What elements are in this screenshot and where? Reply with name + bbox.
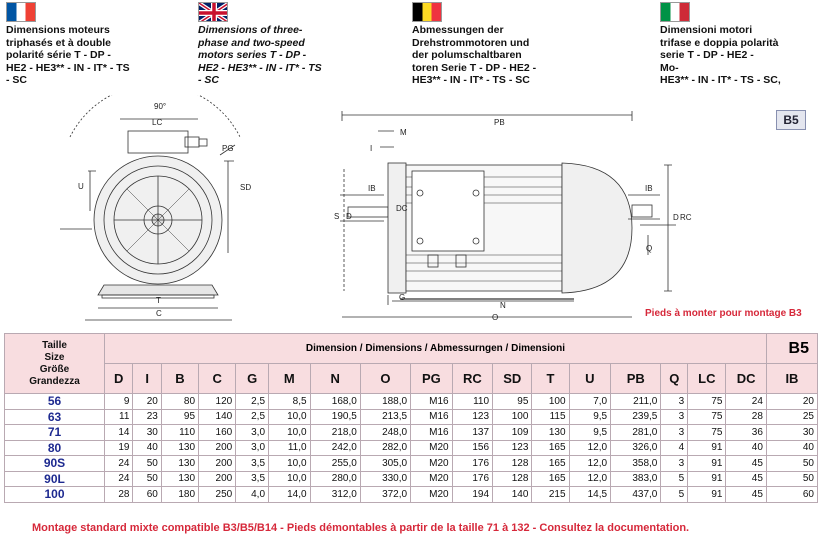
cell-lc: 75 [688, 425, 726, 441]
cell-sd: 100 [493, 409, 532, 425]
cell-b: 130 [161, 471, 198, 487]
column-header-q: Q [661, 364, 688, 394]
cell-t: 165 [532, 440, 569, 456]
lang-block-it [660, 2, 821, 87]
cell-dc: 40 [726, 440, 766, 456]
cell-q: 5 [661, 471, 688, 487]
cell-u: 9,5 [569, 409, 611, 425]
france-flag-icon [6, 2, 36, 22]
cell-g: 2,5 [236, 394, 269, 410]
column-header-pg: PG [411, 364, 453, 394]
label-pb: PB [494, 118, 505, 127]
cell-lc: 91 [688, 487, 726, 503]
cell-ib: 50 [766, 471, 817, 487]
cell-b: 80 [161, 394, 198, 410]
row-size: 71 [5, 425, 105, 441]
table-title: Dimension / Dimensions / Abmessurngen / Dimensioni [105, 334, 767, 364]
cell-pg: M16 [411, 425, 453, 441]
label-i: I [370, 144, 373, 153]
row-size: 100 [5, 487, 105, 503]
cell-t: 215 [532, 487, 569, 503]
cell-sd: 95 [493, 394, 532, 410]
row-size: 80 [5, 440, 105, 456]
column-header-c: C [199, 364, 236, 394]
cell-m: 10,0 [269, 471, 311, 487]
column-header-n: N [310, 364, 360, 394]
row-size: 90S [5, 456, 105, 472]
label-rc: RC [680, 213, 692, 222]
label-sd: SD [240, 183, 252, 192]
column-header-ib: IB [766, 364, 817, 394]
cell-n: 312,0 [310, 487, 360, 503]
label-s: S [334, 212, 340, 221]
lang-block-de [412, 2, 612, 87]
cell-m: 10,0 [269, 456, 311, 472]
label-g: G [399, 293, 406, 302]
label-u: U [78, 182, 84, 191]
cell-o: 248,0 [360, 425, 410, 441]
dimension-table [4, 333, 818, 503]
cell-rc: 156 [452, 440, 492, 456]
cell-pg: M20 [411, 456, 453, 472]
cell-u: 12,0 [569, 471, 611, 487]
front-view [60, 95, 240, 320]
belgium-flag-icon [412, 2, 442, 22]
column-header-i: I [133, 364, 161, 394]
cell-i: 50 [133, 471, 161, 487]
cell-n: 242,0 [310, 440, 360, 456]
cell-d: 14 [105, 425, 133, 441]
column-header-dc: DC [726, 364, 766, 394]
side-view [340, 111, 676, 317]
label-m: M [400, 128, 407, 137]
label-d-right: D [673, 213, 679, 222]
table-row [5, 425, 818, 441]
cell-dc: 45 [726, 456, 766, 472]
cell-pb: 358,0 [611, 456, 661, 472]
label-ib-left: IB [368, 184, 376, 193]
cell-q: 3 [661, 456, 688, 472]
label-ib-right: IB [645, 184, 653, 193]
cell-t: 165 [532, 471, 569, 487]
column-header-t: T [532, 364, 569, 394]
cell-rc: 110 [452, 394, 492, 410]
cell-d: 24 [105, 471, 133, 487]
cell-b: 95 [161, 409, 198, 425]
cell-d: 11 [105, 409, 133, 425]
table-row [5, 440, 818, 456]
cell-sd: 140 [493, 487, 532, 503]
cell-lc: 75 [688, 394, 726, 410]
cell-t: 130 [532, 425, 569, 441]
label-dc: DC [396, 204, 408, 213]
column-header-row [5, 364, 818, 394]
row-size: 90L [5, 471, 105, 487]
cell-c: 200 [199, 440, 236, 456]
cell-c: 140 [199, 409, 236, 425]
lang-text-it: Dimensioni motori trifase e doppia polarità serie T - DP - HE2 - Mo- HE3** - IN - IT* - TS - SC, [660, 24, 781, 86]
cell-pb: 211,0 [611, 394, 661, 410]
lang-block-fr [6, 2, 206, 87]
label-n: N [500, 301, 506, 310]
cell-i: 20 [133, 394, 161, 410]
cell-sd: 128 [493, 471, 532, 487]
cell-pg: M16 [411, 394, 453, 410]
cell-lc: 91 [688, 440, 726, 456]
uk-flag-icon [198, 2, 228, 22]
cell-u: 12,0 [569, 440, 611, 456]
cell-ib: 60 [766, 487, 817, 503]
column-header-rc: RC [452, 364, 492, 394]
label-d-left: D [346, 212, 352, 221]
row-size: 56 [5, 394, 105, 410]
cell-o: 188,0 [360, 394, 410, 410]
cell-g: 4,0 [236, 487, 269, 503]
italy-flag-icon [660, 2, 690, 22]
cell-o: 213,5 [360, 409, 410, 425]
cell-sd: 128 [493, 456, 532, 472]
cell-q: 4 [661, 440, 688, 456]
cell-rc: 176 [452, 456, 492, 472]
cell-pg: M20 [411, 487, 453, 503]
label-c: C [156, 309, 162, 318]
cell-c: 200 [199, 456, 236, 472]
cell-pb: 326,0 [611, 440, 661, 456]
column-header-b: B [161, 364, 198, 394]
cell-i: 30 [133, 425, 161, 441]
cell-i: 50 [133, 456, 161, 472]
cell-n: 280,0 [310, 471, 360, 487]
cell-c: 250 [199, 487, 236, 503]
cell-pb: 281,0 [611, 425, 661, 441]
column-header-sd: SD [493, 364, 532, 394]
lang-block-en [198, 2, 398, 87]
cell-d: 24 [105, 456, 133, 472]
cell-pg: M20 [411, 471, 453, 487]
cell-u: 9,5 [569, 425, 611, 441]
column-header-m: M [269, 364, 311, 394]
cell-n: 168,0 [310, 394, 360, 410]
cell-c: 120 [199, 394, 236, 410]
cell-n: 190,5 [310, 409, 360, 425]
table-row [5, 394, 818, 410]
cell-u: 12,0 [569, 456, 611, 472]
row-size: 63 [5, 409, 105, 425]
cell-d: 9 [105, 394, 133, 410]
cell-ib: 20 [766, 394, 817, 410]
column-header-o: O [360, 364, 410, 394]
cell-i: 40 [133, 440, 161, 456]
cell-g: 3,5 [236, 471, 269, 487]
cell-g: 2,5 [236, 409, 269, 425]
table-title-row [5, 334, 818, 364]
cell-pg: M16 [411, 409, 453, 425]
label-90-degrees: 90° [154, 102, 167, 111]
cell-g: 3,0 [236, 425, 269, 441]
cell-lc: 75 [688, 409, 726, 425]
cell-pb: 239,5 [611, 409, 661, 425]
cell-ib: 50 [766, 456, 817, 472]
cell-t: 115 [532, 409, 569, 425]
motor-technical-drawing [0, 95, 821, 330]
column-header-lc: LC [688, 364, 726, 394]
cell-o: 330,0 [360, 471, 410, 487]
cell-o: 372,0 [360, 487, 410, 503]
cell-m: 10,0 [269, 409, 311, 425]
cell-d: 28 [105, 487, 133, 503]
cell-b: 180 [161, 487, 198, 503]
table-b5-label: B5 [766, 334, 817, 364]
cell-g: 3,5 [236, 456, 269, 472]
cell-n: 218,0 [310, 425, 360, 441]
cell-g: 3,0 [236, 440, 269, 456]
cell-n: 255,0 [310, 456, 360, 472]
cell-ib: 40 [766, 440, 817, 456]
table-row [5, 471, 818, 487]
table-row [5, 409, 818, 425]
cell-t: 165 [532, 456, 569, 472]
cell-u: 7,0 [569, 394, 611, 410]
cell-o: 282,0 [360, 440, 410, 456]
cell-q: 3 [661, 409, 688, 425]
size-column-header [5, 334, 105, 394]
cell-dc: 45 [726, 471, 766, 487]
cell-dc: 36 [726, 425, 766, 441]
cell-t: 100 [532, 394, 569, 410]
lang-text-fr: Dimensions moteurs triphasés et à double polarité série T - DP - HE2 - HE3** - IN - IT* - TS - SC [6, 24, 130, 86]
cell-rc: 137 [452, 425, 492, 441]
label-q: Q [646, 244, 653, 253]
footer-note: Montage standard mixte compatible B3/B5/B14 - Pieds démontables à partir de la taille 71 à 132 - Consultez la documentation. [32, 522, 690, 534]
lang-text-en: Dimensions of three- phase and two-speed motors series T - DP - HE2 - HE3** - IN - IT* - TS - SC [198, 24, 322, 86]
cell-c: 200 [199, 471, 236, 487]
cell-i: 60 [133, 487, 161, 503]
cell-c: 160 [199, 425, 236, 441]
cell-q: 3 [661, 425, 688, 441]
cell-q: 3 [661, 394, 688, 410]
column-header-u: U [569, 364, 611, 394]
cell-rc: 194 [452, 487, 492, 503]
column-header-pb: PB [611, 364, 661, 394]
cell-m: 11,0 [269, 440, 311, 456]
cell-ib: 30 [766, 425, 817, 441]
cell-o: 305,0 [360, 456, 410, 472]
lang-text-de: Abmessungen der Drehstrommotoren und der polumschaltbaren toren Serie T - DP - HE2 - HE3** - IN - IT* - TS - SC [412, 24, 537, 86]
column-header-d: D [105, 364, 133, 394]
label-pg: PG [222, 144, 234, 153]
cell-rc: 123 [452, 409, 492, 425]
cell-b: 130 [161, 440, 198, 456]
cell-ib: 25 [766, 409, 817, 425]
table-row [5, 456, 818, 472]
cell-sd: 109 [493, 425, 532, 441]
cell-m: 14,0 [269, 487, 311, 503]
cell-i: 23 [133, 409, 161, 425]
label-lc-front: LC [152, 118, 163, 127]
cell-pg: M20 [411, 440, 453, 456]
cell-dc: 45 [726, 487, 766, 503]
label-t: T [156, 296, 161, 305]
cell-d: 19 [105, 440, 133, 456]
cell-pb: 437,0 [611, 487, 661, 503]
feet-mounting-note: Pieds à monter pour montage B3 [645, 308, 802, 319]
cell-lc: 91 [688, 471, 726, 487]
cell-pb: 383,0 [611, 471, 661, 487]
size-header-label: Taille Size Größe Grandezza [29, 339, 80, 387]
cell-m: 8,5 [269, 394, 311, 410]
cell-rc: 176 [452, 471, 492, 487]
cell-b: 130 [161, 456, 198, 472]
cell-u: 14,5 [569, 487, 611, 503]
label-o: O [492, 313, 499, 322]
cell-b: 110 [161, 425, 198, 441]
table-row [5, 487, 818, 503]
cell-dc: 28 [726, 409, 766, 425]
column-header-g: G [236, 364, 269, 394]
cell-q: 5 [661, 487, 688, 503]
cell-dc: 24 [726, 394, 766, 410]
cell-sd: 123 [493, 440, 532, 456]
b5-badge: B5 [776, 110, 806, 130]
cell-lc: 91 [688, 456, 726, 472]
cell-m: 10,0 [269, 425, 311, 441]
table-body [5, 394, 818, 503]
